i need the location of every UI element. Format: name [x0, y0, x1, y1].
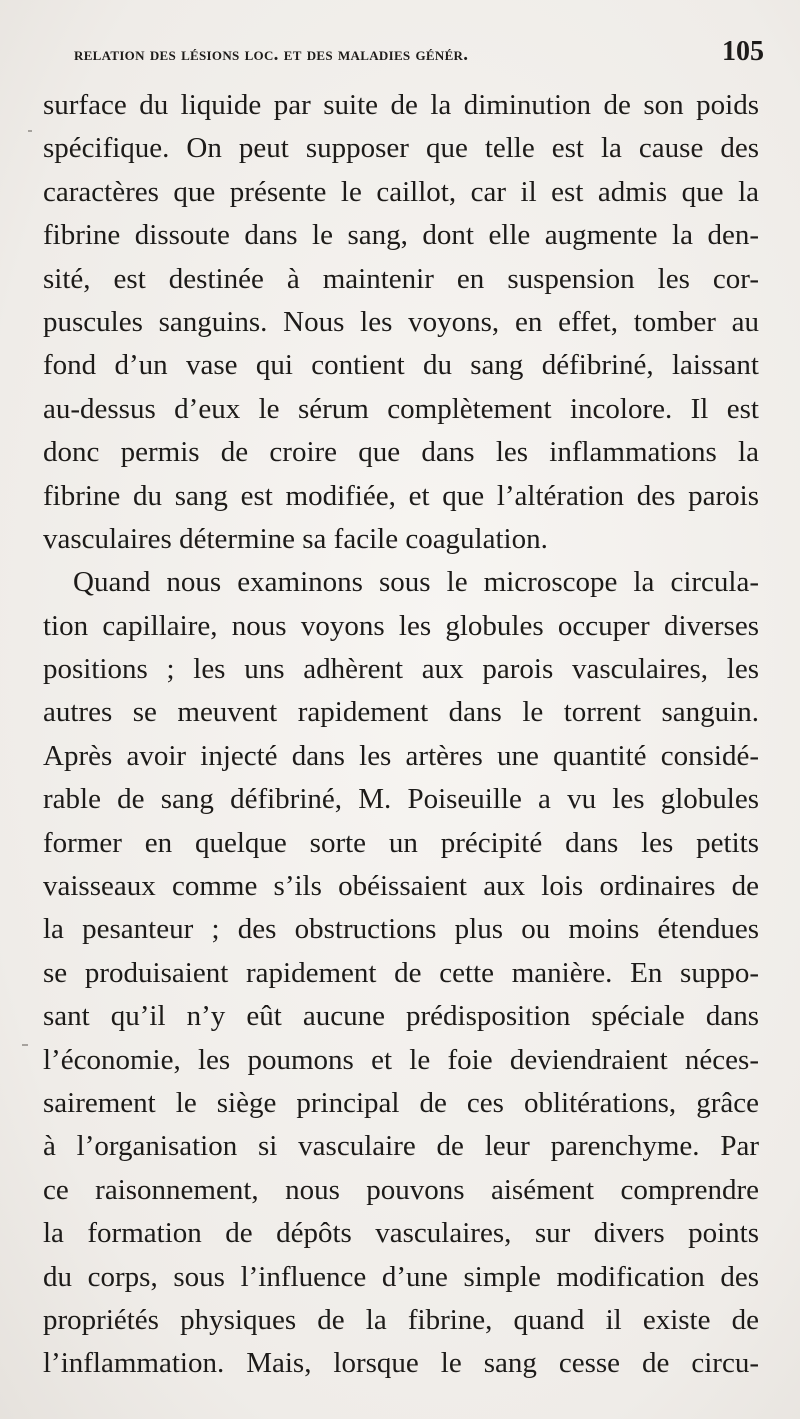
margin-mark [22, 1044, 28, 1046]
text-line: sité, est destinée à maintenir en suspension les cor- [43, 262, 759, 295]
text-line: surface du liquide par suite de la diminution de son poids [43, 89, 759, 121]
text-line: à l’organisation si vasculaire de leur parenchyme. Par [43, 1130, 759, 1163]
paragraph-1 [43, 84, 759, 561]
paragraph-2 [43, 561, 759, 1385]
text-line: la pesanteur ; des obstructions plus ou moins étendues [43, 913, 759, 946]
text-line: fibrine du sang est modifiée, et que l’altération des parois [43, 479, 759, 512]
body-text [43, 84, 759, 1386]
text-line: l’inflammation. Mais, lorsque le sang cesse de circu- [43, 1347, 759, 1380]
text-line: propriétés physiques de la fibrine, quand il existe de [43, 1303, 759, 1336]
page-number: 105 [722, 36, 764, 67]
text-line: vaisseaux comme s’ils obéissaient aux lois ordinaires de [43, 870, 759, 903]
running-head-title: relation des lésions loc. et des maladies génér. [74, 44, 469, 65]
text-line: tion capillaire, nous voyons les globules occuper diverses [43, 609, 759, 642]
text-line: l’économie, les poumons et le foie deviendraient néces- [43, 1043, 759, 1076]
text-line: du corps, sous l’influence d’une simple modification des [43, 1260, 759, 1293]
text-line: former en quelque sorte un précipité dans les petits [43, 826, 759, 859]
text-line: rable de sang défibriné, M. Poiseuille a vu les globules [43, 783, 759, 816]
text-line: sairement le siège principal de ces oblitérations, grâce [43, 1086, 759, 1119]
text-line: au-dessus d’eux le sérum complètement incolore. Il est [43, 392, 759, 425]
text-line: vasculaires détermine sa facile coagulation. [43, 522, 548, 555]
text-line: ce raisonnement, nous pouvons aisément comprendre [43, 1173, 759, 1206]
text-line: fibrine dissoute dans le sang, dont elle augmente la den- [43, 219, 759, 252]
text-line: autres se meuvent rapidement dans le torrent sanguin. [43, 696, 759, 729]
text-line: puscules sanguins. Nous les voyons, en effet, tomber au [43, 305, 759, 338]
margin-mark [28, 130, 32, 132]
text-line: Quand nous examinons sous le microscope la circula- [73, 566, 759, 599]
text-line: Après avoir injecté dans les artères une quantité considé- [43, 739, 759, 772]
text-line: positions ; les uns adhèrent aux parois vasculaires, les [43, 653, 759, 686]
text-line: donc permis de croire que dans les inflammations la [43, 436, 759, 469]
text-line: fond d’un vase qui contient du sang défibriné, laissant [43, 349, 759, 382]
text-line: sant qu’il n’y eût aucune prédisposition spéciale dans [43, 1000, 759, 1033]
text-line: caractères que présente le caillot, car il est admis que la [43, 175, 759, 208]
text-line: spécifique. On peut supposer que telle est la cause des [43, 132, 759, 165]
text-line: la formation de dépôts vasculaires, sur divers points [43, 1217, 759, 1250]
text-line: se produisaient rapidement de cette manière. En suppo- [43, 956, 759, 989]
running-head [74, 36, 764, 72]
